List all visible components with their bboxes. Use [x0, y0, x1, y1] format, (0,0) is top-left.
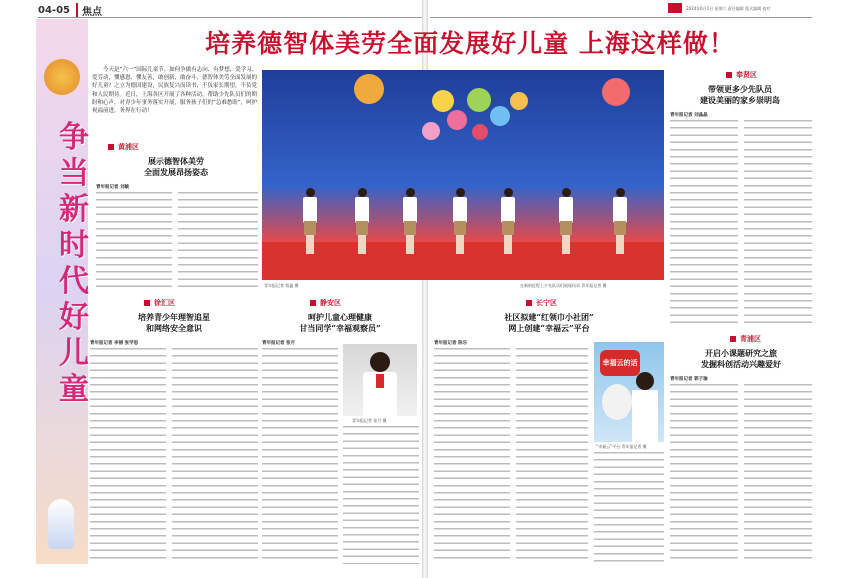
byline-jingan: 青年报记者 张月	[262, 341, 296, 346]
vertical-char: 当	[59, 156, 89, 191]
vertical-char: 新	[59, 192, 89, 227]
district-name: 青浦区	[740, 335, 761, 343]
tag-square-icon	[726, 72, 732, 78]
article-body-xuhui-col2	[172, 348, 258, 564]
student-head	[370, 352, 390, 372]
vertical-char: 争	[59, 120, 89, 155]
title-line: 社区拟建“红领巾小社团”	[504, 312, 594, 322]
intro-paragraph: 今天是“六一”国际儿童节。如何争做有志向、有梦想，爱学习、爱劳动，懂感恩、懂友善，敢创新、敢奋斗，德智体美劳全面发展的好儿童？之立为德国建设，民族复兴而读书，不负家长期望，不负党和人民期待。近日，上海各区开展了各种活动，帮助少先队员们的期盼和心声，对青少年事务落实开展，服务孩子们的“急难愁盼”，呵护祝福前进，务界在行动！	[92, 67, 258, 115]
balloon-icon	[472, 124, 488, 140]
district-tag-huangpu	[108, 142, 139, 152]
article-title-fengxian	[670, 84, 810, 106]
article-title-xuhui	[90, 312, 258, 334]
red-scarf	[376, 374, 384, 388]
title-line: 培养青少年理智追星	[138, 312, 210, 322]
balloon-icon	[510, 92, 528, 110]
tag-square-icon	[730, 336, 736, 342]
article-body-changning-col1	[434, 348, 510, 564]
vertical-char: 童	[59, 372, 89, 407]
district-name: 黄浦区	[118, 143, 139, 151]
balloon-icon	[422, 122, 440, 140]
mascot-sign: 幸福云的话	[600, 350, 640, 376]
changning-photo	[594, 342, 664, 442]
article-title-qingpu	[670, 348, 812, 370]
tag-square-icon	[310, 300, 316, 306]
article-title-changning	[436, 312, 662, 334]
vertical-char: 好	[59, 300, 89, 335]
byline-changning: 青年报记者 陈乐	[434, 341, 468, 346]
child-performer	[500, 188, 516, 254]
right-page-header	[668, 3, 796, 13]
article-body-qingpu-col2	[744, 384, 812, 564]
vertical-char: 时	[59, 228, 89, 263]
left-header-rule	[38, 17, 422, 18]
title-line: 建设美丽的家乡崇明岛	[700, 95, 780, 105]
section-label: 焦点	[76, 3, 102, 18]
district-tag-fengxian	[726, 70, 757, 80]
girl-body	[632, 390, 658, 442]
byline-xuhui: 青年报记者 李丽 张学思	[90, 341, 139, 346]
article-body-qingpu-col1	[670, 384, 738, 564]
child-performer	[402, 188, 418, 254]
balloon-icon	[432, 90, 454, 112]
main-photo-caption-left: 青年报记者 常鑫 摄	[264, 283, 299, 288]
title-line: 开启小课题研究之旅	[705, 348, 777, 358]
vertical-char: 代	[59, 264, 89, 299]
article-body-fengxian-col1	[670, 120, 738, 326]
paper-logo-icon	[668, 3, 682, 13]
district-tag-changning	[526, 298, 557, 308]
title-line: 和网络安全意识	[146, 323, 202, 333]
child-performer	[612, 188, 628, 254]
article-body-changning-col3	[594, 452, 664, 564]
article-body-fengxian-col2	[744, 120, 812, 326]
district-name: 静安区	[320, 299, 341, 307]
article-title-jingan	[262, 312, 418, 334]
balloon-icon	[447, 110, 467, 130]
article-body-changning-col2	[516, 348, 588, 564]
district-tag-xuhui	[144, 298, 175, 308]
title-line: 甘当同学“幸福观察员”	[299, 323, 381, 333]
child-performer	[302, 188, 318, 254]
girl-head	[636, 372, 654, 390]
tag-square-icon	[526, 300, 532, 306]
tag-square-icon	[144, 300, 150, 306]
title-line: 呵护儿童心理健康	[308, 312, 372, 322]
vertical-char: 儿	[59, 336, 89, 371]
main-headline: 培养德智体美劳全面发展好儿童 上海这样做！	[205, 29, 735, 58]
main-photo-caption-right: 在新的征程上少先队员们展现风采 青年报记者 摄	[520, 283, 607, 288]
article-body-xuhui-col1	[90, 348, 166, 564]
title-line: 网上创建“幸福云”平台	[508, 323, 590, 333]
byline-huangpu: 青年报记者 刘敏	[96, 185, 130, 190]
title-line: 发掘科创活动兴趣爱好	[701, 359, 781, 369]
child-performer	[452, 188, 468, 254]
article-body-huangpu-col1	[96, 192, 172, 290]
issue-meta: 2024年6月1日 星期六 责任编辑 版式编辑 校对	[686, 5, 771, 11]
balloon-icon	[354, 74, 384, 104]
child-performer	[558, 188, 574, 254]
left-page-header	[38, 3, 102, 17]
jingan-photo	[343, 344, 417, 416]
article-body-jingan-col1	[262, 348, 338, 564]
balloon-icon	[602, 78, 630, 106]
tag-square-icon	[108, 144, 114, 150]
district-name: 奉贤区	[736, 71, 757, 79]
balloon-icon	[467, 88, 491, 112]
right-header-rule	[430, 17, 812, 18]
title-line: 全面发展昂扬姿态	[144, 167, 208, 177]
district-tag-qingpu	[730, 334, 761, 344]
title-line: 带领更多少先队员	[708, 84, 772, 94]
child-performer	[354, 188, 370, 254]
rocket-illustration-icon	[48, 499, 74, 549]
article-body-huangpu-col2	[178, 192, 258, 290]
changning-photo-caption: “幸福云”平台 青年报记者 摄	[596, 444, 647, 449]
main-photo	[262, 70, 664, 280]
title-line: 展示德智体美劳	[148, 156, 204, 166]
article-body-jingan-col2	[343, 426, 419, 564]
district-tag-jingan	[310, 298, 341, 308]
district-name: 长宁区	[536, 299, 557, 307]
district-name: 徐汇区	[154, 299, 175, 307]
cloud-mascot-icon	[602, 384, 632, 420]
byline-fengxian: 青年报记者 刘晶晶	[670, 113, 708, 118]
jingan-photo-caption: 青年报记者 张月 摄	[352, 418, 387, 423]
byline-qingpu: 青年报记者 郭子瑜	[670, 377, 708, 382]
planet-illustration-icon	[44, 59, 80, 95]
balloon-icon	[490, 106, 510, 126]
page-number: 04-05	[38, 4, 70, 16]
article-title-huangpu	[96, 156, 256, 178]
